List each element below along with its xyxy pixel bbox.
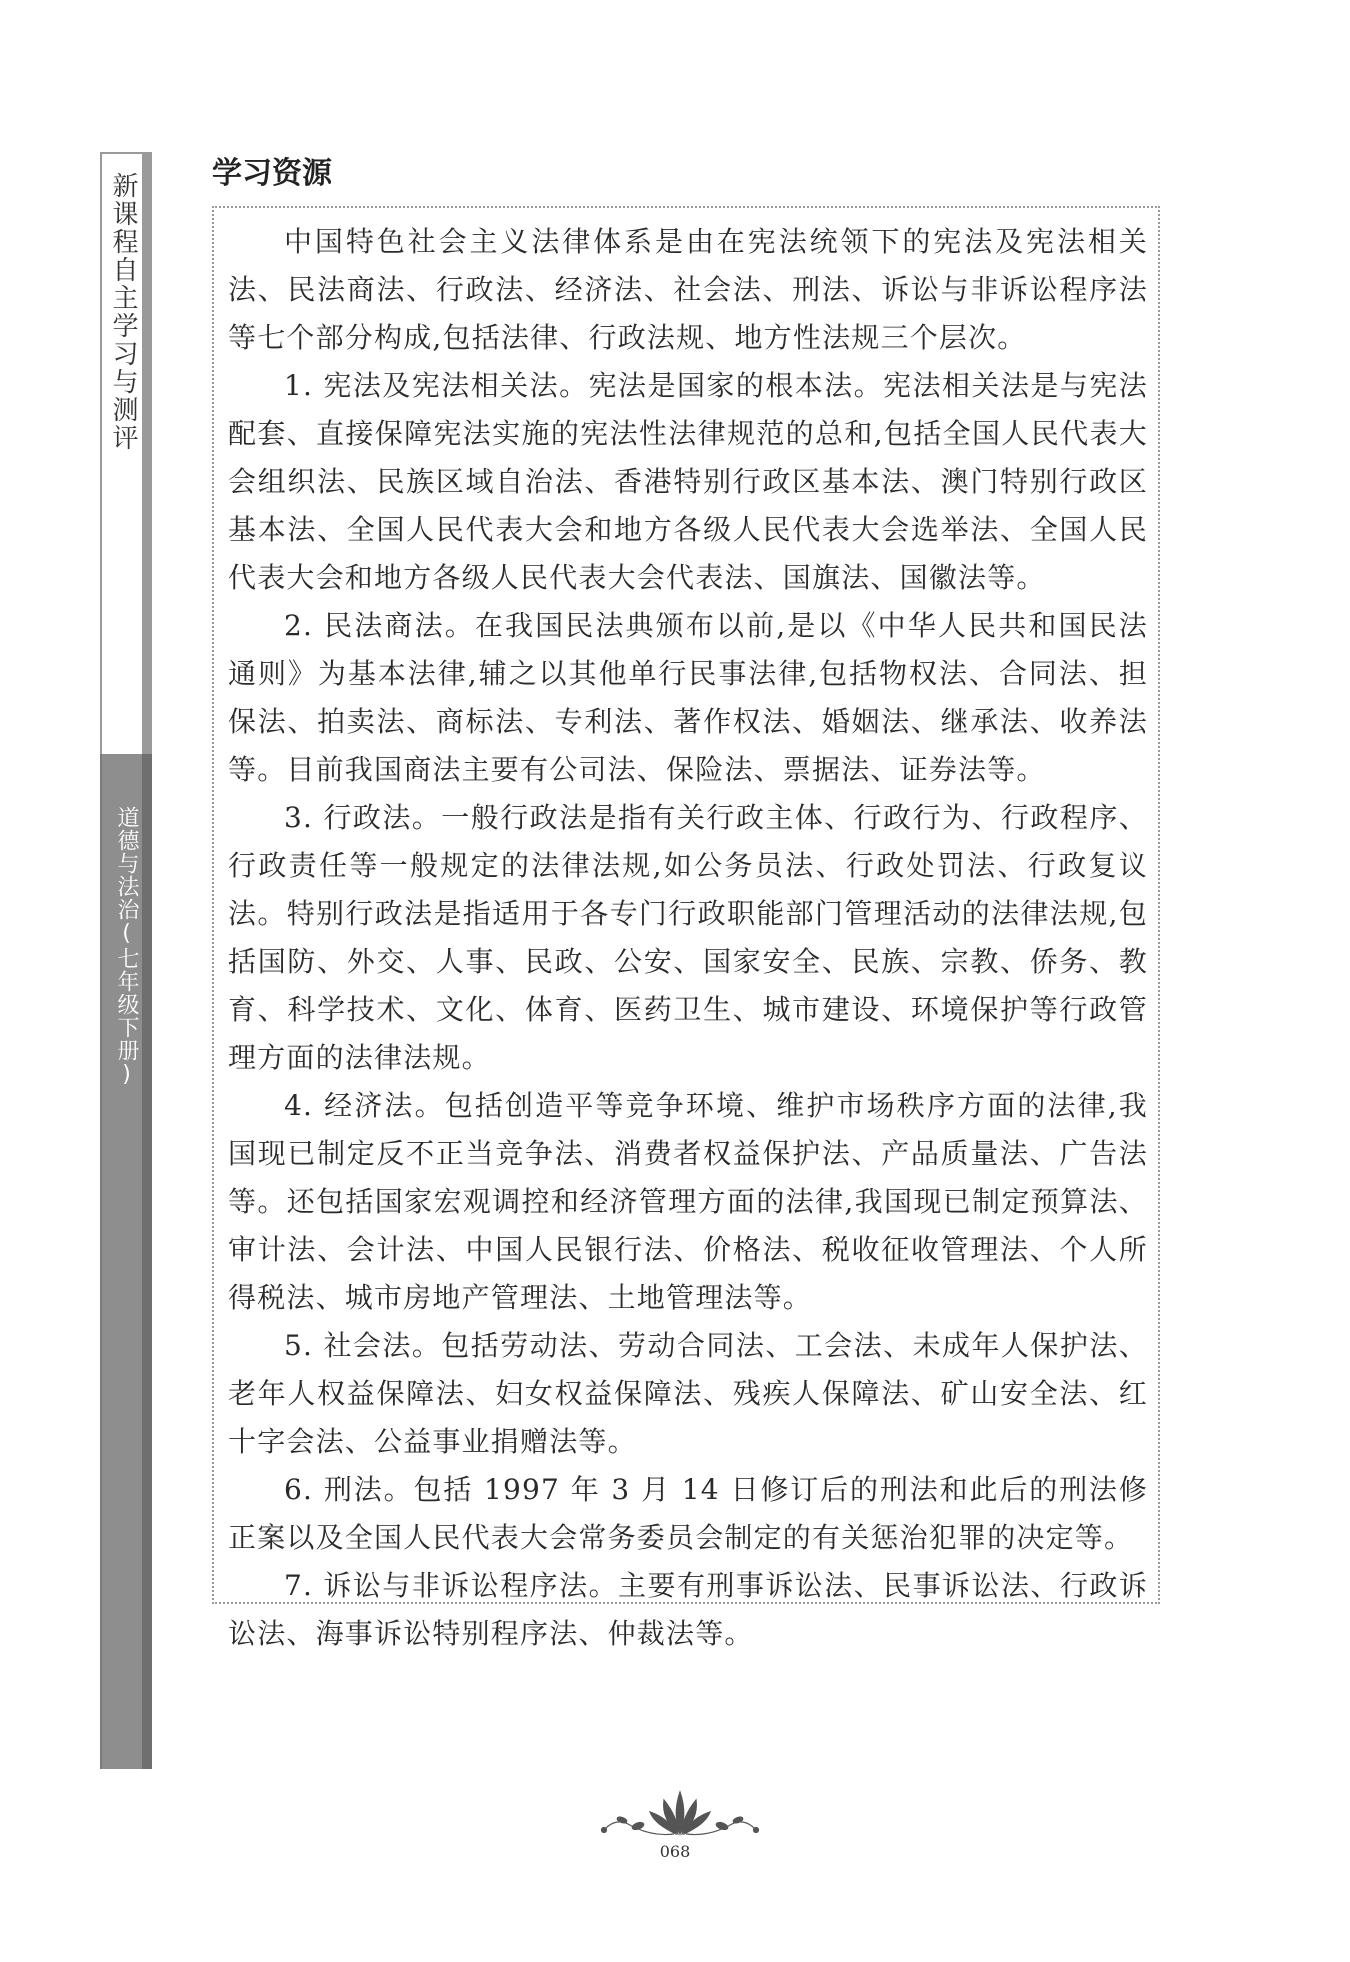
- section-heading: 学习资源: [212, 156, 332, 191]
- paragraph-civil-commercial: 2. 民法商法。在我国民法典颁布以前,是以《中华人民共和国民法通则》为基本法律,辅之以其他单行民事法律,包括物权法、合同法、担保法、拍卖法、商标法、专利法、著作权法、婚姻法、继承法、收养法等。目前我国商法主要有公司法、保险法、票据法、证券法等。: [228, 609, 1148, 786]
- series-title: 新课程自主学习与测评: [108, 172, 138, 452]
- learning-resources-box: [212, 206, 1160, 1650]
- paragraph-constitution: 1. 宪法及宪法相关法。宪法是国家的根本法。宪法相关法是与宪法配套、直接保障宪法实施的宪法性法律规范的总和,包括全国人民代表大会组织法、民族区域自治法、香港特别行政区基本法、澳门特别行政区基本法、全国人民代表大会和地方各级人民代表大会选举法、全国人民代表大会和地方各级人民代表大会代表法、国旗法、国徽法等。: [228, 369, 1148, 594]
- book-title: 道德与法治(七年级下册): [114, 806, 139, 1088]
- paragraph-social: 5. 社会法。包括劳动法、劳动合同法、工会法、未成年人保护法、老年人权益保障法、妇女权益保障法、残疾人保障法、矿山安全法、红十字会法、公益事业捐赠法等。: [228, 1329, 1148, 1458]
- paragraph-procedural: 7. 诉讼与非诉讼程序法。主要有刑事诉讼法、民事诉讼法、行政诉讼法、海事诉讼特别程序法、仲裁法等。: [228, 1569, 1148, 1650]
- paragraph-criminal: 6. 刑法。包括 1997 年 3 月 14 日修订后的刑法和此后的刑法修正案以及全国人民代表大会常务委员会制定的有关惩治犯罪的决定等。: [228, 1473, 1148, 1554]
- paragraph-administrative: 3. 行政法。一般行政法是指有关行政主体、行政行为、行政程序、行政责任等一般规定的法律法规,如公务员法、行政处罚法、行政复议法。特别行政法是指适用于各专门行政职能部门管理活动的法律法规,包括国防、外交、人事、民政、公安、国家安全、民族、宗教、侨务、教育、科学技术、文化、体育、医药卫生、城市建设、环境保护等行政管理方面的法律法规。: [228, 801, 1148, 1074]
- paragraph-economic: 4. 经济法。包括创造平等竞争环境、维护市场秩序方面的法律,我国现已制定反不正当竞争法、消费者权益保护法、产品质量法、广告法等。还包括国家宏观调控和经济管理方面的法律,我国现已制定预算法、审计法、会计法、中国人民银行法、价格法、税收征收管理法、个人所得税法、城市房地产管理法、土地管理法等。: [228, 1089, 1148, 1314]
- intro-paragraph: 中国特色社会主义法律体系是由在宪法统领下的宪法及宪法相关法、民法商法、行政法、经济法、社会法、刑法、诉讼与非诉讼程序法等七个部分构成,包括法律、行政法规、地方性法规三个层次。: [228, 225, 1148, 354]
- page-number: 068: [659, 1842, 691, 1861]
- floral-ornament-icon: [598, 1782, 762, 1838]
